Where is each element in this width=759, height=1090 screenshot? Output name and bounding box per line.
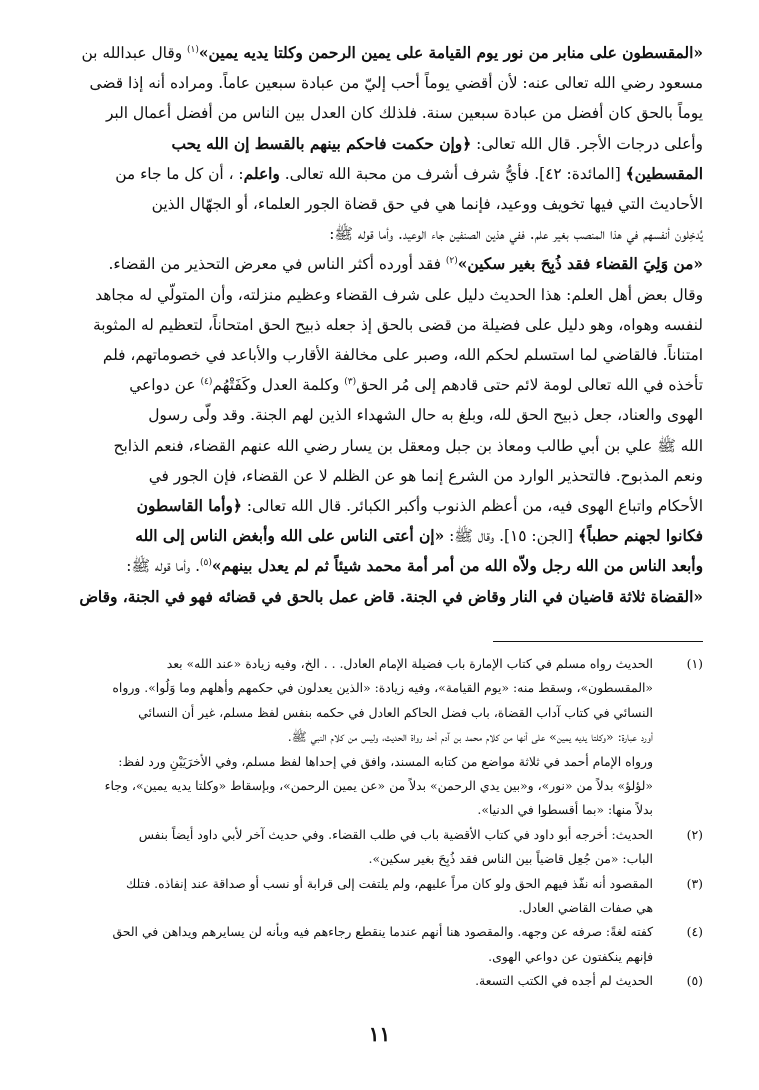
footnote-ref: (١) bbox=[187, 44, 199, 55]
body-line bbox=[56, 129, 703, 159]
footnote-line: فإنهم ينكفتون عن دواعي الهوى. bbox=[488, 948, 653, 964]
body-line bbox=[56, 159, 703, 189]
body-line bbox=[56, 280, 703, 310]
footnote-line: كفته لغةً: صرفه عن وجهه. والمقصود هنا أنهم عندما ينقطع رجاءهم فيه وبأنه لن يسايرهم ويداهن في الحق bbox=[112, 924, 653, 940]
quote-text: المقسطين﴾ bbox=[625, 164, 703, 183]
body-text: الأحكام واتباع الهوى فيه، من أعظم الذنوب وأكبر الكبائر. قال الله تعالى: bbox=[241, 497, 703, 516]
footnote-line: الباب: «من جُعِل قاضياً بين الناس فقد ذُبِحَ بغير سكين». bbox=[368, 851, 653, 867]
quote-text: «من وَلِيَ القضاء فقد ذُبِحَ بغير سكين» bbox=[457, 255, 703, 274]
body-text: [الجن: ١٥]. وقال ﷺ: bbox=[444, 527, 579, 546]
quote-text: واعلم bbox=[243, 164, 280, 183]
footnote-text bbox=[60, 920, 653, 969]
body-line bbox=[56, 340, 703, 370]
body-text: عن دواعي bbox=[129, 376, 201, 395]
footnote bbox=[60, 652, 703, 823]
quote-text: ﴿وأما القاسطون bbox=[136, 497, 242, 516]
body-text: الله ﷺ علي بن أبي طالب ومعاذ بن جبل ومعقل بن يسار رضي الله عنهم القضاء، فنعم الذابح bbox=[113, 436, 703, 455]
body-line bbox=[56, 310, 703, 340]
quote-text: «القضاة ثلاثة قاضيان في النار وقاض في الجنة. قاض عمل بالحق في قضائه فهو في الجنة، وقاض bbox=[79, 587, 703, 606]
page-number: ١١ bbox=[368, 1022, 391, 1046]
quote-text: ﴿وإن حكمت فاحكم بينهم بالقسط إن الله يحب bbox=[171, 134, 472, 153]
quote-text: «إن أعتى الناس على الله وأبغض الناس إلى الله bbox=[135, 527, 445, 546]
body-line bbox=[56, 249, 703, 279]
footnote-line: بدلاً منها: «بما أقسطوا في الدنيا». bbox=[477, 802, 653, 818]
body-line bbox=[56, 38, 703, 68]
footnote-text bbox=[60, 652, 653, 823]
footnote-line: ورواه الإمام أحمد في ثلاثة مواضع من كتابه المسند، وافق في إحداها لفظ مسلم، وفي الأخرَيَيْنِ ورد لفظ: bbox=[118, 753, 653, 769]
footnotes bbox=[60, 652, 703, 994]
body-line bbox=[56, 400, 703, 430]
footnote-text bbox=[60, 969, 653, 993]
body-text: امتناناً. فالقاضي لما استسلم لحكم الله، وصبر على مخالفة الأقارب والأباعد في خصوماتهم، فلم bbox=[102, 346, 703, 365]
footnote-line: المقصود أنه نفّذ فيهم الحق ولو كان مراً عليهم، ولم يلتفت إلى قرابة أو نسب أو صداقة عند إنفاذه. فتلك bbox=[126, 875, 653, 891]
body-line bbox=[56, 551, 703, 581]
footnote-divider bbox=[493, 641, 703, 642]
footnote-ref: (٥) bbox=[199, 558, 212, 569]
body-text: الهوى والعناد، جعل ذبيح الحق لله، وبلغ به حال الشهداء الذين لهم الجنة. وقد ولّى رسول bbox=[148, 406, 703, 425]
footnote-line: الحديث: أخرجه أبو داود في كتاب الأقضية باب في طلب القضاء. وفي حديث آخر لأبي داود أيضاً بنفس bbox=[138, 826, 653, 842]
body-text: مسعود رضي الله تعالى عنه: لأن أقضي يوماً أحب إليّ من عبادة سبعين عاماً. ومراده أنه إذا قضى bbox=[89, 74, 703, 93]
footnote bbox=[60, 920, 703, 969]
body-text: لنفسه وهواه، وهو دليل على فضيلة من قضى بالحق إذ جعله ذبيح الحق امتحاناً، لتعظيم له المثوبة bbox=[92, 315, 703, 334]
footnote-line: هي صفات القاضي العادل. bbox=[518, 900, 653, 916]
footnote bbox=[60, 969, 703, 993]
footnote-text bbox=[60, 823, 653, 872]
body-line bbox=[56, 582, 703, 612]
quote-text: «المقسطون على منابر من نور يوم القيامة على يمين الرحمن وكلتا يديه يمين» bbox=[198, 44, 703, 62]
footnote-text bbox=[60, 872, 653, 921]
body-text: ونعم المذبوح. فالتحذير الوارد من الشرع إنما هو عن الظلم لا عن القضاء، فإن الجور في bbox=[148, 466, 703, 485]
body-line bbox=[56, 461, 703, 491]
body-line bbox=[56, 521, 703, 551]
footnote-number: (١) bbox=[686, 656, 703, 671]
body-text: : ، أن كل ما جاء من bbox=[115, 164, 244, 183]
body-text: وقال بعض أهل العلم: هذا الحديث دليل على شرف القضاء وعظيم منزلته، وأن المتولّي له مجاهد bbox=[95, 285, 703, 304]
body-text: يُدخِلون أنفسهم في هذا المنصب بغير علم. ففي هذين الصنفين جاء الوعيد. وأما قوله ﷺ: bbox=[329, 225, 703, 244]
footnote-line: النسائي في كتاب آداب القضاة، باب فضل الحاكم العادل في حكمه بنفس لفظ مسلم، غير أن النسائي bbox=[138, 704, 653, 720]
body-line bbox=[56, 98, 703, 128]
body-text: تأخذه في الله تعالى لومة لائم حتى قادهم إلى مُر الحق bbox=[356, 376, 703, 395]
body-line bbox=[56, 491, 703, 521]
footnote-ref: (٤) bbox=[200, 377, 213, 388]
quote-text: فكانوا لجهنم حطباً﴾ bbox=[578, 527, 703, 546]
footnote bbox=[60, 823, 703, 872]
body-line bbox=[56, 370, 703, 400]
body-text: [المائدة: ٤٢]. فأيُّ شرف أشرف من محبة الله تعالى. bbox=[279, 164, 626, 183]
body-line bbox=[56, 219, 703, 249]
footnote-line: أورد عبارة: «وكلتا يديه يمين» على أنها من كلام محمد بن آدم أحد رواة الحديث، وليس من كلام النبي ﷺ. bbox=[287, 729, 653, 745]
footnote-number: (٢) bbox=[686, 826, 703, 842]
body-text: يوماً بالحق كان أفضل من عبادة سبعين سنة. فلذلك كان العدل بين الناس من أفضل أعمال البر bbox=[105, 104, 703, 123]
body-line bbox=[56, 431, 703, 461]
footnote-line: «لؤلؤ» بدلاً من «نور»، و«بين يدي الرحمن» بدلاً من «عن يمين الرحمن»، وبإسقاط «وكلتا يديه يمين»، وجاء bbox=[104, 778, 653, 794]
footnote-line: الحديث رواه مسلم في كتاب الإمارة باب فضيلة الإمام العادل. . . الخ، وفيه زيادة «عند الله» بعد bbox=[166, 656, 653, 671]
body-text: وأعلى درجات الأجر. قال الله تعالى: bbox=[471, 134, 703, 153]
main-text bbox=[56, 38, 703, 612]
body-text: وقال عبدالله بن bbox=[81, 44, 188, 62]
body-line bbox=[56, 189, 703, 219]
body-text: فقد أورده أكثر الناس في معرض التحذير من القضاء. bbox=[108, 255, 446, 274]
footnote-number: (٤) bbox=[686, 924, 703, 940]
footnote-ref: (٢) bbox=[445, 256, 458, 267]
footnote bbox=[60, 872, 703, 921]
footnote-number: (٣) bbox=[686, 875, 703, 891]
footnote-line: الحديث لم أجده في الكتب التسعة. bbox=[475, 973, 653, 989]
body-line bbox=[56, 68, 703, 98]
footnote-number: (٥) bbox=[686, 973, 703, 989]
footnote-ref: (٣) bbox=[344, 377, 357, 388]
quote-text: وأبعد الناس من الله رجل ولاّه الله من أمر أمة محمد شيئاً ثم لم يعدل بينهم» bbox=[211, 557, 703, 576]
footnote-line: «المقسطون»، وسقط منه: «يوم القيامة»، وفيه زيادة: «الذين يعدلون في حكمهم وأهلهم وما وَلُوا». ورواه bbox=[112, 680, 653, 696]
body-text: . وأما قوله ﷺ: bbox=[126, 557, 200, 576]
body-text: وكلمة العدل وكَفَتْهُم bbox=[212, 376, 345, 395]
body-text: الأحاديث التي فيها تخويف ووعيد، فإنما هي في حق قضاة الجور العلماء، أو الجهّال الذين bbox=[151, 195, 703, 214]
